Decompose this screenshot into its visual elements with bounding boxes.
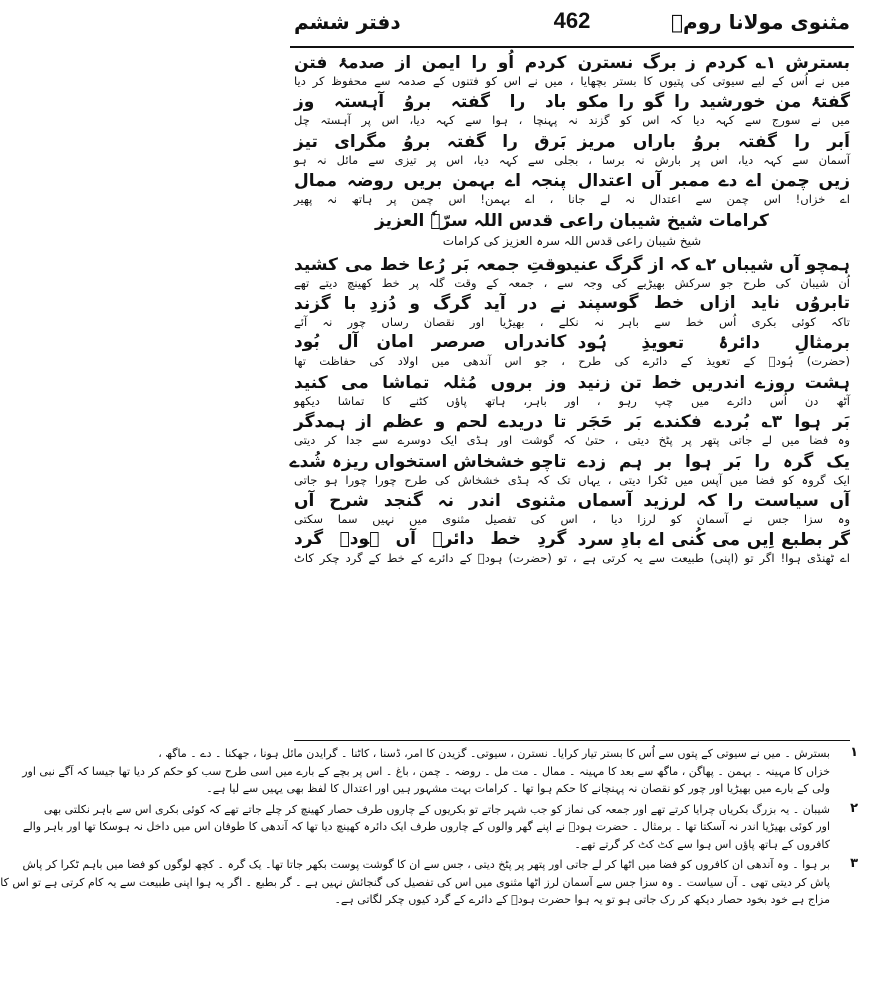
couplet: [294, 170, 850, 209]
first-hemistich: بسترش ۱؎ کردم ز برگ نسترن: [577, 53, 850, 73]
second-hemistich: نے در آید گرگ و دُزدِ با گزند: [294, 293, 567, 314]
footnote-line: پاش کر دیتی تھی ۔ آں سیاست ۔ وہ سزا جس سے آسمان لرز اٹھا مثنوی میں اس کی تفصیل کی گنجائش نہیں ہے ۔ گر بطبع ۔ اگر یہ ہوا اپنی طبیعت سے یہ کام کرتی ہے تو اس کا: [0, 875, 830, 889]
page-number: 462: [553, 8, 591, 33]
couplet: [294, 332, 850, 371]
second-hemistich: بَرق را گفتہ بروُ مگرای تیز: [294, 131, 567, 152]
couplet-translation: اُن شیبان کی طرح جو سرکش بھیڑیے کی وجہ سے ، جمعہ کے وقت گلہ پر خط کھینچ دیتے تھے: [294, 275, 850, 290]
footnote-line: مزاج ہے خود بخود حصار دیکھ کر رک جاتی ہو تو یہ ہوا حضرت ہودؑ کے دائرے کے گرد کیوں چکر لگاتی ہے۔: [334, 893, 830, 906]
couplet-translation: میں نے سورج سے کہہ دیا کہ اس کو گزند نہ پہنچا ، ہوا سے کہہ دیا، اس پر آہستہ چل: [294, 113, 850, 128]
couplet-translation: آسمان سے کہہ دیا، اس پر بارش نہ برسا ، بجلی سے کہہ دیا، اس پر تیزی سے مائل نہ ہو: [294, 152, 850, 167]
section-heading: کرامات شیخ شیبان راعی قدس اللہ سرّہٗ العزیز: [375, 210, 769, 231]
first-hemistich: بَر ہوا ۳؎ بُردے فکندے بَر حَجَر: [577, 412, 850, 433]
couplet-translation: وہ فضا میں لے جاتی پتھر پر پٹخ دیتی ، حتیٰ کہ گوشت اور ہڈی ایک دوسرے سے جدا کر دیتی: [294, 433, 850, 448]
volume-label: دفتر ششم: [294, 10, 401, 34]
footnote-number: ۱: [850, 745, 858, 760]
footnote: [22, 745, 858, 798]
couplet: [294, 293, 850, 332]
first-hemistich: زیں چمن اے دے ممبر آں اعتدال: [577, 171, 850, 192]
footnotes: [0, 745, 858, 912]
couplet-translation: آٹھ دن اُس دائرے میں چپ رہو ، اور باہر، ہاتھ پاؤں کٹنے کا تماشا دیکھو: [294, 393, 850, 408]
couplet-translation: اے خزاں! اس چمن سے اعتدال نہ لے جانا ، اے بہمن! اس چمن پر ہاتھ نہ پھیر: [294, 192, 850, 207]
page-header: [290, 6, 854, 44]
first-hemistich: ہشت روزے اندریں خط تن زنید: [577, 372, 850, 393]
second-hemistich: گردِ خط دائرۂ آں ہودؑ گرد: [294, 529, 567, 550]
couplet: [294, 411, 850, 450]
couplet-translation: (حضرت) ہُودؑ کے تعویذ کے دائرے کی طرح ، جو اس آندھی میں اولاد کی حفاظت تھا: [294, 354, 850, 369]
couplet: [289, 451, 850, 490]
second-hemistich: باد را گفتہ بروُ آہستہ وز: [294, 92, 567, 113]
first-hemistich: گر بطبع اِیں می کُنی اے بادِ سرد: [577, 530, 850, 551]
footnote-number: ۳: [850, 856, 858, 871]
second-hemistich: پنجہ اے بہمن بریں روضہ ممال: [294, 171, 567, 192]
poem-body: [289, 52, 850, 737]
first-hemistich: گفتۂ من خورشید را گو را مکو: [577, 92, 850, 113]
first-hemistich: برمثالِ دائرۂ تعویذِ ہُود: [577, 333, 850, 354]
couplet: [294, 52, 850, 91]
second-hemistich: کردم اُو را ایمن از صدمۂ فتن: [294, 53, 567, 73]
footnote-line: بر ہوا ۔ وہ آندھی ان کافروں کو فضا میں اٹھا کر لے جاتی اور پتھر پر پٹخ دیتی ، جس سے ان کا گوشت پوست بکھر جاتا تھا۔ یک گرہ ۔ کچھ لوگوں کو فضا میں باہم ٹکرا کر پاش: [22, 858, 830, 871]
couplet: [294, 372, 850, 411]
footnote: [0, 856, 858, 909]
second-hemistich: تا دریدے لحم و عظم از ہمدگر: [294, 412, 567, 433]
couplet-translation: وہ سزا جس نے آسمان کو لرزا دیا ، اس کی تفصیل مثنوی میں نہیں سما سکتی: [294, 511, 850, 526]
section-subheading: شیخ شیبان راعی قدس اللہ سرہ العزیز کی کرامات: [442, 233, 702, 248]
footnote-number: ۲: [850, 800, 858, 816]
footnote-line: اور کوئی بھیڑیا اندر نہ آسکتا تھا ۔ برمثال ۔ حضرت ہودؑ نے اپنے گھر والوں کے چاروں طرف ایک دائرہ کھینچ دیا تھا کہ آندھی کا طوفان اس میں داخل نہ ہوسکا تھا اور باہر والے: [22, 820, 830, 833]
couplet-translation: اے ٹھنڈی ہوا! اگر تو (اپنی) طبیعت سے یہ کرتی ہے ، تو (حضرت) ہودؑ کے دائرے کے خط کے گرد چکر کاٹ: [294, 551, 850, 566]
couplet-translation: تاکہ کوئی بکری اُس خط سے باہر نہ نکلے ، بھیڑیا اور نقصان رساں چور نہ آئے: [294, 314, 850, 329]
couplet: [294, 254, 850, 293]
second-hemistich: مثنوی اندر نہ گنجد شرح آں: [294, 490, 567, 511]
couplet: [294, 490, 850, 529]
couplet-translation: ایک گروہ کو فضا میں آپس میں ٹکرا دیتی ، یہاں تک کہ ہڈی خشخاش کی طرح چورا چورا ہو جاتی: [294, 472, 850, 487]
footnote-line: ولی کے بارے میں بھیڑیا اور چور کو نقصان نہ پہنچانے کا حکم ہوا تھا ۔ کرامات بہت مشہور ہیں اور اعتدال کا لفظ بھی یہیں سے لیا ہے۔: [206, 782, 830, 795]
footnote-line: بسترش ۔ میں نے سیوتی کے پتوں سے اُس کا بستر تیار کرایا۔ نسترن ، سیوتی۔ گزیدن کا امر، ڈسنا ، کاٹنا ۔ گرایدن مائل ہونا ، جھکنا ۔ دے ۔ ماگھ ،: [158, 747, 830, 760]
book-title: مثنوی مولانا رومؒ: [671, 10, 850, 34]
second-hemistich: وقتِ جمعہ بَر رُعا خط می کشید: [294, 254, 567, 275]
first-hemistich: ہمچو آں شیباں ۲؎ کہ از گرگ عنید: [563, 254, 850, 275]
first-hemistich: آں سیاست را کہ لرزید آسماں: [577, 490, 850, 511]
couplet: [294, 131, 850, 170]
footnote-divider: [294, 740, 850, 741]
first-hemistich: یک گرہ را بَر ہوا بر ہم زدے: [577, 451, 850, 472]
couplet-translation: میں نے اُس کے لیے سیوتی کی پتیوں کا بستر بچھایا ، میں نے اس کو فتنوں کے صدمہ سے محفوظ کر دیا: [294, 74, 850, 88]
first-hemistich: تابروُں ناید ازاں خط گوسپند: [577, 292, 850, 313]
first-hemistich: اَبر را گفتہ بروُ باراں مریز: [577, 131, 850, 152]
second-hemistich: کاندراں صرصر امان آل بُود: [294, 332, 567, 353]
header-divider: [290, 46, 854, 48]
footnote: [22, 800, 858, 854]
couplet: [294, 91, 850, 130]
second-hemistich: تاچو خشخاش استخواں ریزہ شُدے: [289, 451, 567, 472]
footnote-line: شیبان ۔ یہ بزرگ بکریاں چرایا کرتے تھے اور جمعہ کی نماز کو جب شہر جاتے تو بکریوں کے چاروں طرف حصار کھینچ کر چلے جاتے تھے کہ کوئی بکری اس سے باہر نکلتی بھی: [43, 802, 830, 816]
footnote-line: کافروں کے ہاتھ پاؤں اس ہوا سے کٹ کٹ کر گرتے تھے۔: [574, 837, 830, 851]
second-hemistich: وز بروں مُثلہ تماشا می کنید: [294, 372, 567, 393]
footnote-line: خزاں کا مہینہ ۔ بہمن ۔ پھاگن ، ماگھ سے بعد کا مہینہ ۔ ممال ۔ مت مل ۔ روضہ ۔ چمن ، باغ ۔ اس پر بچے کے بارے میں اسی طرح سب کو حکم کر دیا تھا جیسا کہ آگے نبی اور: [22, 764, 830, 778]
couplet: [294, 529, 850, 568]
